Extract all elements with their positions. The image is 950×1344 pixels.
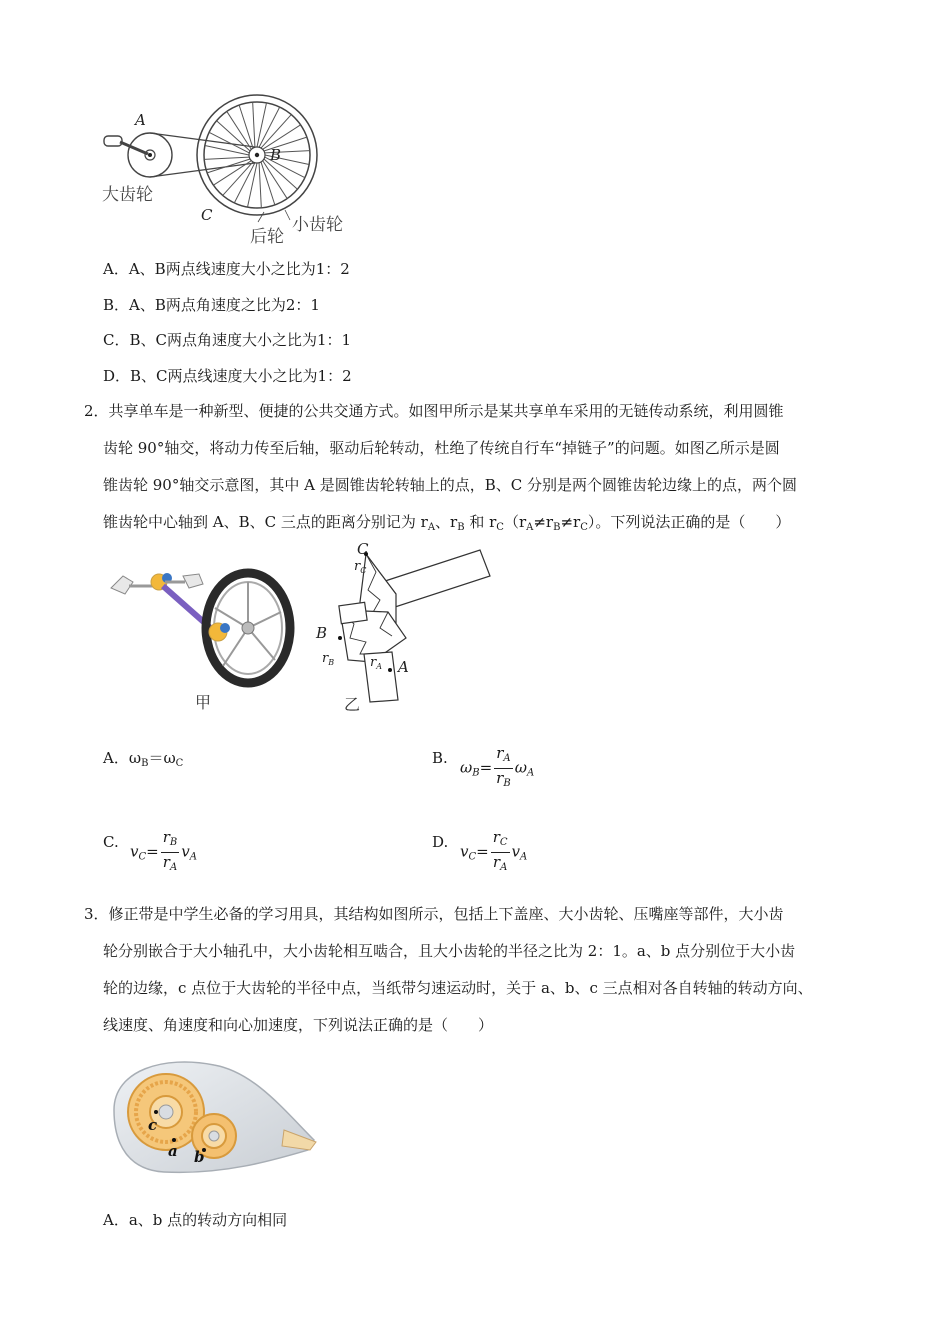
bevel-gear-figure-yi bbox=[310, 542, 500, 718]
q2-option-c-label: C. bbox=[103, 833, 119, 851]
radius-b-label: $r_B$ bbox=[322, 651, 335, 667]
q2-option-d-formula: $v_C=$ $\frac{r_C}{r_A}$ $v_A$ bbox=[460, 828, 528, 873]
wheel-spoke bbox=[253, 102, 255, 147]
q3-stem-line-3: 轮的边缘，c 点位于大齿轮的半径中点，当纸带匀速运动时，关于 a、b、c 三点相对各自转轴的转动方向、 bbox=[103, 979, 813, 997]
wheel-spoke bbox=[209, 132, 249, 153]
q2-option-a: A．$\omega_B=\omega_C$ bbox=[103, 749, 184, 769]
q2-stem-line-2: 齿轮 90°轴交，将动力传至后轴，驱动后轮转动，杜绝了传统自行车“掉链子”的问题。如图乙所示是圆 bbox=[103, 439, 780, 457]
q3-option-a: A．a、b 点的转动方向相同 bbox=[103, 1211, 288, 1229]
q1-option-b: B．A、B两点角速度之比为2：1 bbox=[103, 296, 320, 314]
q2-stem-line-3: 锥齿轮 90°轴交示意图，其中 A 是圆锥齿轮转轴上的点，B、C 分别是两个圆锥齿轮边缘上的点，两个圆 bbox=[103, 476, 797, 494]
point-a-label: A bbox=[135, 111, 146, 129]
correction-tape-figure bbox=[104, 1050, 324, 1180]
q2-line4-pre: 锥齿轮中心轴到 A、B、C 三点的距离分别记为 bbox=[103, 513, 421, 531]
wheel-spoke bbox=[261, 115, 291, 148]
q2-option-b-formula: $\omega_B=$ $\frac{r_A}{r_B}$ $\omega_A$ bbox=[460, 744, 535, 789]
q2-stem-line-4: 锥齿轮中心轴到 A、B、C 三点的距离分别记为 $r_A$、$r_B$ 和 $r_C(r_A\ne r_B\ne r_C)$。下列说法正确的是（ ） bbox=[103, 513, 791, 533]
chainless-drive-illustration bbox=[103, 548, 303, 718]
point-c-label: c bbox=[148, 1116, 158, 1134]
bicycle-chain-figure bbox=[100, 92, 360, 252]
radius-c-label: $r_C$ bbox=[354, 559, 367, 575]
point-a-label: A bbox=[398, 658, 409, 676]
wheel-spoke bbox=[257, 103, 266, 147]
q3-stem-line-2: 轮分别嵌合于大小轴孔中，大小齿轮相互啮合，且大小齿轮的半径之比为 2：1。a、b 点分别位于大小齿 bbox=[103, 942, 796, 960]
big-gear-label: 大齿轮 bbox=[102, 185, 153, 205]
bicycle-chain-diagram bbox=[100, 92, 360, 252]
wheel-spoke bbox=[259, 107, 280, 147]
wheel-spoke bbox=[205, 146, 249, 155]
wheel-spoke bbox=[217, 121, 250, 151]
small-gear-label: 小齿轮 bbox=[292, 215, 343, 235]
q1-option-d: D．B、C两点线速度大小之比为1：2 bbox=[103, 367, 352, 385]
point-b-label: B bbox=[316, 624, 328, 642]
q2-option-d-label: D. bbox=[432, 833, 449, 851]
point-c-label: C bbox=[201, 206, 213, 224]
point-b-label: b bbox=[194, 1148, 205, 1166]
q1-option-c: C．B、C两点角速度大小之比为1：1 bbox=[103, 331, 352, 349]
radius-a-label: $r_A$ bbox=[370, 655, 382, 671]
shared-bike-figure-jia bbox=[103, 548, 303, 718]
wheel-spoke bbox=[248, 163, 257, 207]
q2-option-b-label: B. bbox=[432, 749, 448, 767]
q1-option-a: A．A、B两点线速度大小之比为1：2 bbox=[103, 260, 350, 278]
correction-tape-photo bbox=[104, 1050, 324, 1180]
wheel-spoke bbox=[259, 163, 261, 208]
figure-jia-caption: 甲 bbox=[195, 693, 212, 712]
wheel-spoke bbox=[234, 163, 255, 203]
bevel-gear-diagram bbox=[310, 542, 500, 718]
q2-stem-line-1: 2．共享单车是一种新型、便捷的公共交通方式。如图甲所示是某共享单车采用的无链传动系统，利用圆锥 bbox=[84, 402, 784, 420]
rear-wheel-label: 后轮 bbox=[250, 227, 284, 247]
point-b-label: B bbox=[270, 146, 282, 164]
figure-yi-caption: 乙 bbox=[344, 695, 361, 714]
q2-line4-post: ）。下列说法正确的是（ ） bbox=[587, 513, 791, 531]
wheel-spoke bbox=[204, 157, 249, 159]
point-c-label: C bbox=[357, 542, 369, 558]
q3-stem-line-4: 线速度、角速度和向心加速度，下列说法正确的是（ ） bbox=[103, 1016, 494, 1034]
q2-option-c-formula: $v_C=$ $\frac{r_B}{r_A}$ $v_A$ bbox=[130, 828, 197, 873]
point-a-label: a bbox=[168, 1142, 178, 1160]
q3-stem-line-1: 3．修正带是中学生必备的学习用具，其结构如图所示，包括上下盖座、大小齿轮、压嘴座等部件，大小齿 bbox=[84, 905, 784, 923]
